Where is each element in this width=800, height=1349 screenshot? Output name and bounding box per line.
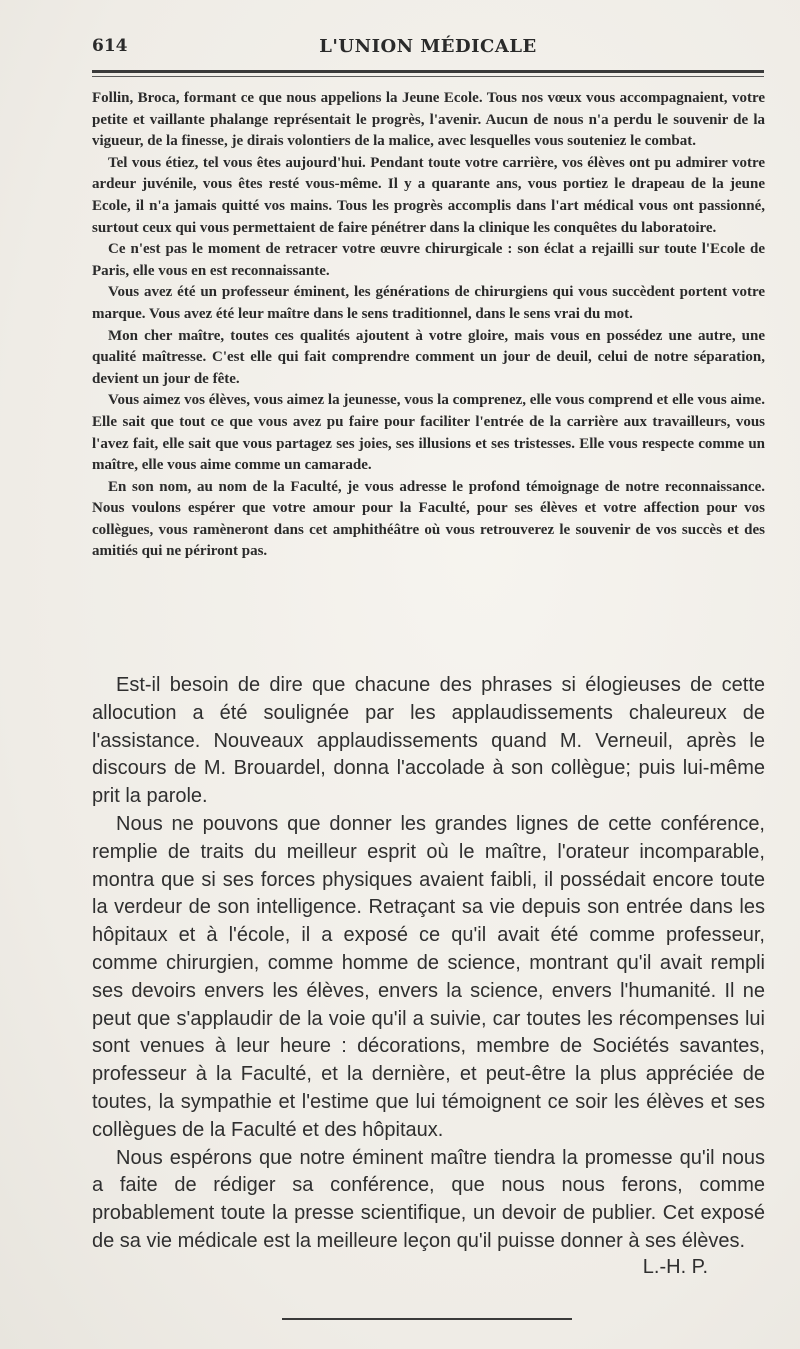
paragraph: Tel vous étiez, tel vous êtes aujourd'hui. Pendant toute votre carrière, vos élèves ont pu admirer votre ardeur juvénile, vous êtes resté vous-même. Il y a quarante ans, vous portiez le drapeau de la jeune Ecole, il n'a jamais quitté vos mains. Tous les progrès accomplis dans l'art médical vous ont passionné, surtout ceux qui vous permettaient de faire pénétrer dans la clinique les conquêtes du laboratoire.: [92, 154, 765, 236]
header-rule: [92, 70, 764, 73]
page-number: 614: [92, 36, 128, 56]
header-rule-thin: [92, 76, 764, 77]
page-header: [92, 36, 764, 68]
paragraph: Follin, Broca, formant ce que nous appelions la Jeune Ecole. Tous nos vœux vous accompagnaient, votre petite et vaillante phalange représentait le progrès, l'avenir. Aucun de nous n'a perdu le souvenir de la vigueur, de la finesse, je dirais volontiers de la malice, avec lesquelles vous souteniez le combat.: [92, 90, 765, 150]
paragraph: En son nom, au nom de la Faculté, je vous adresse le profond témoignage de notre reconnaissance. Nous voulons espérer que votre amour pour la Faculté, pour ses élèves et votre affection pour vos collègues, vous ramèneront dans cet amphithéâtre où vous retrouverez le souvenir de vos succès et des amitiés qui ne périront pas.: [92, 478, 765, 560]
paragraph: Ce n'est pas le moment de retracer votre œuvre chirurgicale : son éclat a rejailli sur toute l'Ecole de Paris, elle vous en est reconnaissante.: [92, 241, 765, 279]
paragraph: Nous espérons que notre éminent maître tiendra la promesse qu'il nous a faite de rédiger sa conférence, que nous nous ferons, comme probablement toute la presse scientifique, un devoir de publier. Cet exposé de sa vie médicale est la meilleure leçon qu'il puisse donner à ses élèves.: [92, 1146, 765, 1252]
footer-rule: [282, 1318, 572, 1320]
speech-text: [92, 88, 765, 563]
paragraph: Vous avez été un professeur éminent, les générations de chirurgiens qui vous succèdent portent votre marque. Vous avez été leur maître dans le sens traditionnel, dans le sens vrai du mot.: [92, 284, 765, 322]
paragraph: Est-il besoin de dire que chacune des phrases si élogieuses de cette allocution a été soulignée par les applaudissements chaleureux de l'assistance. Nouveaux applaudissements quand M. Verneuil, après le discours de M. Brouardel, donna l'accolade à son collègue; puis lui-même prit la parole.: [92, 674, 765, 808]
report-text: [92, 672, 765, 1256]
paragraph: Vous aimez vos élèves, vous aimez la jeunesse, vous la comprenez, elle vous comprend et elle vous aime. Elle sait que tout ce que vous avez pu faire pour faciliter l'entrée de la carrière aux travailleurs, vous l'avez fait, elle sait que vous partagez ses joies, ses illusions et ses tristesses. Elle vous respecte comme un maître, elle vous aime comme un camarade.: [92, 392, 765, 474]
paragraph: Nous ne pouvons que donner les grandes lignes de cette conférence, remplie de traits du meilleur esprit où le maître, l'orateur incomparable, montra que si ses forces physiques avaient faibli, il possédait encore toute la verdeur de son intelligence. Retraçant sa vie depuis son entrée dans les hôpitaux et à l'école, il a exposé ce qu'il avait été comme professeur, comme chirurgien, comme homme de science, montrant qu'il avait rempli ses devoirs envers les élèves, envers la science, envers l'humanité. Il ne peut que s'applaudir de la voie qu'il a suivie, car toutes les récompenses lui sont venues à leur heure : décorations, membre de Sociétés savantes, professeur à la Faculté, et la dernière, et peut-être la plus appréciée de toutes, la sympathie et l'estime que lui témoignent ce soir les élèves et ses collègues de la Faculté et des hôpitaux.: [92, 812, 765, 1141]
paragraph: Mon cher maître, toutes ces qualités ajoutent à votre gloire, mais vous en possédez une autre, une qualité maîtresse. C'est elle qui fait comprendre comment un jour de deuil, celui de notre séparation, devient un jour de fête.: [92, 327, 765, 387]
running-title: L'UNION MÉDICALE: [319, 36, 537, 57]
signature: L.-H. P.: [642, 1256, 708, 1278]
